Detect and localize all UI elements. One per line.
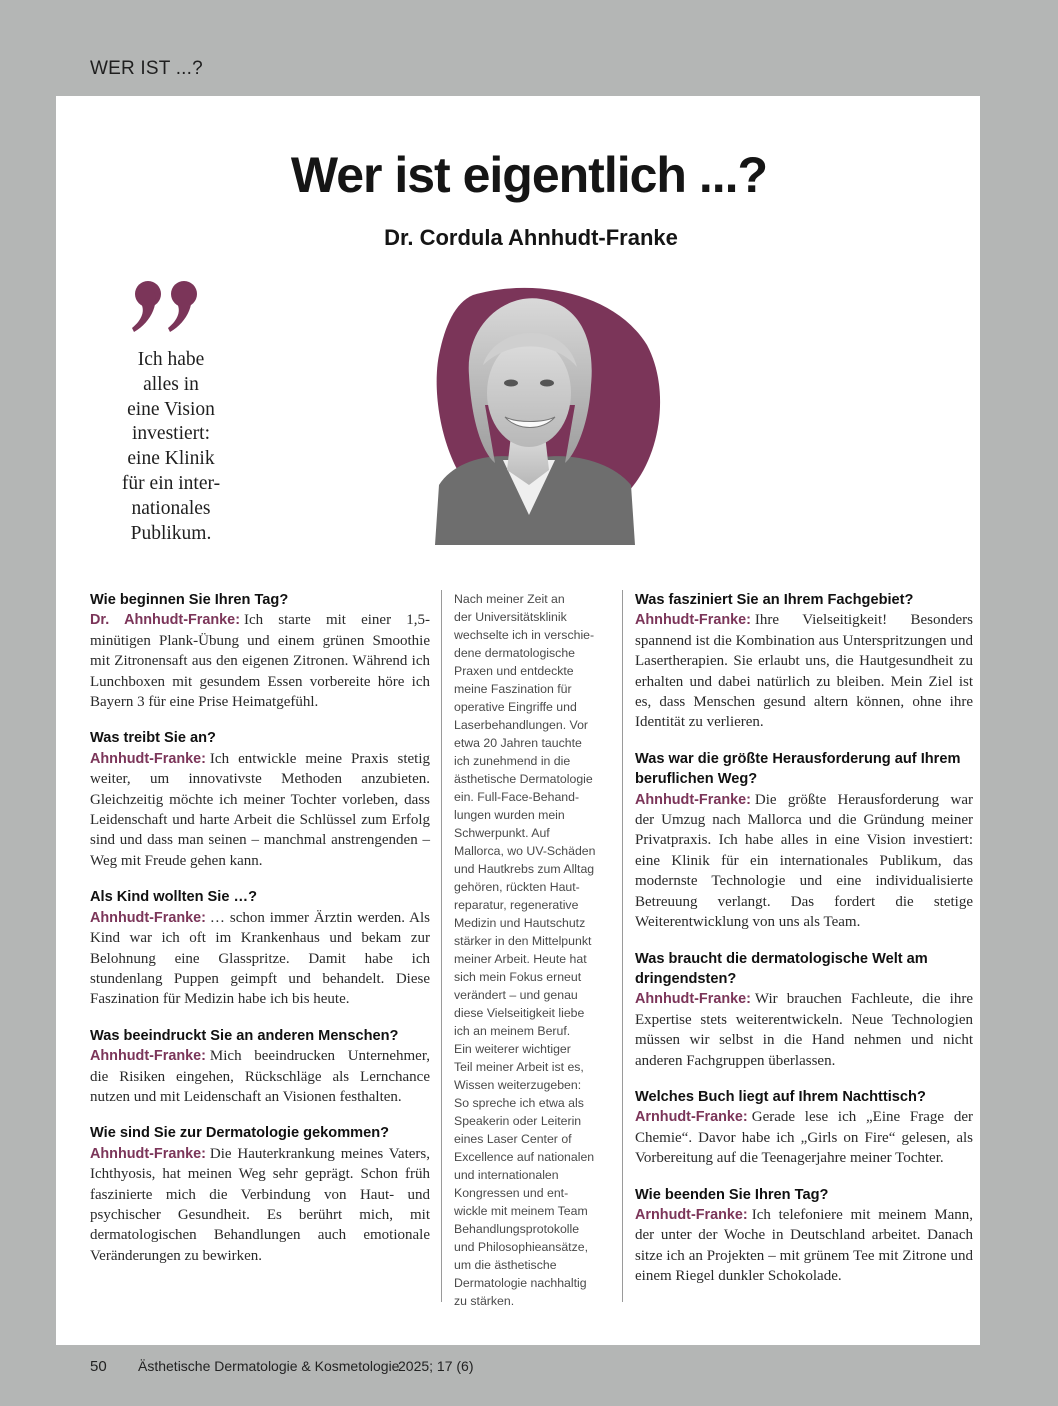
interview-question: Als Kind wollten Sie …? — [90, 889, 258, 906]
journal-name: Ästhetische Dermatologie & Kosmetologie — [138, 1358, 400, 1374]
interview-question: Wie beginnen Sie Ihren Tag? — [90, 592, 289, 608]
interview-question: Wie beenden Sie Ihren Tag? — [635, 1186, 829, 1203]
interview-answer: Ahnhudt-Franke: Ihre Vielseitigkeit! Besonders spannend ist die Kombination aus Unterspritzungen und Lasertherapien. Sie erlaubt uns, die Hautgesundheit zu erhalten und dabei natürlich zu bleiben. Mein Ziel ist es, dass Menschen gesund altern können, ohne ihre Identität zu verlieren. — [635, 612, 973, 731]
interview-question: Was treibt Sie an? — [90, 730, 216, 747]
qa-block — [635, 949, 973, 1071]
interview-answer: Arnhudt-Franke: Gerade lese ich „Eine Frage der Chemie“. Davor habe ich „Girls on Fire“ gelesen, als Vorbereitung auf die Teenagerjahre meiner Tochter. — [635, 1109, 973, 1167]
article-subtitle: Dr. Cordula Ahnhudt-Franke — [384, 225, 678, 250]
column-divider-right — [622, 590, 623, 1302]
speaker-label: Ahnhudt-Franke: — [90, 1048, 206, 1065]
interview-question: Was braucht die dermatologische Welt am dringendsten? — [635, 950, 928, 987]
interview-column-left — [90, 590, 430, 1282]
qa-block — [635, 590, 973, 733]
interview-answer: Ahnhudt-Franke: … schon immer Ärztin werden. Als Kind war ich oft im Krankenhaus und bekam zur Belohnung eine Glasspritze. Damit habe ich stundenlang Puppen geimpft und behandelt. Diese Faszination für Medizin habe ich bis heute. — [90, 909, 430, 1008]
column-divider-left — [441, 590, 442, 1302]
speaker-label: Ahnhudt-Franke: — [90, 1145, 206, 1162]
speaker-label: Ahnhudt-Franke: — [635, 791, 751, 808]
qa-block — [90, 728, 430, 871]
speaker-label: Ahnhudt-Franke: — [90, 909, 206, 926]
portrait-photo — [425, 285, 661, 545]
speaker-label: Ahnhudt-Franke: — [90, 750, 206, 767]
qa-block — [635, 1185, 973, 1287]
sidebar-text-column — [454, 590, 609, 1310]
interview-answer: Ahnhudt-Franke: Ich entwickle meine Praxis stetig weiter, um innovativste Methoden anzubieten. Gleichzeitig möchte ich meiner Tochter vorleben, dass Leidenschaft und harte Arbeit die Schlüssel zum Erfolg sind und dass man seinen – manchmal anstrengenden – Weg mit Freude gehen kann. — [90, 750, 430, 869]
interview-question: Was war die größte Herausforderung auf Ihrem beruflichen Weg? — [635, 750, 961, 788]
interview-question: Welches Buch liegt auf Ihrem Nachttisch? — [635, 1088, 926, 1105]
interview-question: Was beeindruckt Sie an anderen Menschen? — [90, 1027, 399, 1044]
speaker-label: Arnhudt-Franke: — [635, 1109, 748, 1126]
qa-block — [635, 749, 973, 933]
speaker-label: Ahnhudt-Franke: — [635, 612, 751, 629]
article-title: Wer ist eigentlich ...? — [290, 147, 768, 203]
interview-answer: Ahnhudt-Franke: Die Hauterkrankung meines Vaters, Ichthyosis, hat meinen Weg sehr geprägt. Schon früh faszinierte mich die Verbindung von Haut- und psychischer Gesundheit. Es berührt mich, mit dermatologischen Behandlungen auch emotionale Veränderungen zu bewirken. — [90, 1145, 430, 1264]
interview-column-right — [635, 590, 973, 1303]
speaker-label: Arnhudt-Franke: — [635, 1206, 748, 1223]
interview-answer: Dr. Ahnhudt-Franke: Ich starte mit einer 1,5-minütigen Plank-Übung und einem grünen Smoothie mit Zitronensaft aus den eigenen Zitronen. Während ich Lunchboxen mit gesundem Essen vorbereite höre ich Bayern 3 für eine Prise Heimatgefühl. — [90, 612, 430, 711]
qa-block — [635, 1087, 973, 1169]
page-number: 50 — [90, 1358, 107, 1375]
quote-mark-icon — [128, 268, 208, 338]
section-label: WER IST ...? — [90, 58, 203, 79]
interview-answer: Ahnhudt-Franke: Die größte Herausforderung war der Umzug nach Mallorca und die Gründung meiner Privatpraxis. Ich habe alles in eine Vision investiert: eine Klinik für ein internationales Publikum, das modernste Technologie und eine individualisierte Betreuung verlangt. Das fordert die stetige Weiterentwicklung von uns als Team. — [635, 791, 973, 931]
pull-quote: Ich habe alles in eine Vision investiert: eine Klinik für ein inter- nationales Publikum. — [121, 349, 221, 544]
interview-answer: Ahnhudt-Franke: Mich beeindrucken Unternehmer, die Risiken eingehen, Rückschläge als Lernchance nutzen und mit Leidenschaft an Visionen festhalten. — [90, 1048, 430, 1105]
qa-block — [90, 887, 430, 1009]
interview-question: Wie sind Sie zur Dermatologie gekommen? — [90, 1125, 390, 1142]
qa-block — [90, 1123, 430, 1266]
qa-block — [90, 1026, 430, 1108]
interview-answer: Ahnhudt-Franke: Wir brauchen Fachleute, die ihre Expertise stets weiterentwickeln. Neue Technologien müssen wir selbst in die Hand nehmen und nicht anderen Fachgruppen überlassen. — [635, 991, 973, 1069]
qa-block — [90, 590, 430, 712]
speaker-label: Ahnhudt-Franke: — [635, 991, 751, 1008]
sidebar-text: Nach meiner Zeit an der Universitätsklinik wechselte ich in verschie- dene dermatologische Praxen und entdeckte meine Faszination für operative Eingriffe und Laserbehandlungen. Vor etwa 20 Jahren tauchte ich zunehmend in die ästhetische Dermatologie ein. Full-Face-Behand- lungen wurden mein Schwerpunkt. Auf Mallorca, wo UV-Schäden und Hautkrebs zum Alltag gehören, rückten Haut- reparatur, regenerative Medizin und Hautschutz stärker in den Mittelpunkt meiner Arbeit. Heute hat sich mein Fokus erneut verändert – und genau diese Vielseitigkeit liebe ich an meinem Beruf. Ein weiterer wichtiger Teil meiner Arbeit ist es, Wissen weiterzugeben: So spreche ich etwa als Speakerin oder Leiterin eines Laser Center of Excellence auf nationalen und internationalen Kongressen und ent- wickle mit meinem Team Behandlungsprotokolle und Philosophieansätze, um die ästhetische Dermatologie nachhaltig zu stärken. — [454, 592, 596, 1308]
issue-info: 2025; 17 (6) — [398, 1358, 474, 1374]
speaker-label: Dr. Ahnhudt-Franke: — [90, 612, 240, 629]
interview-answer: Arnhudt-Franke: Ich telefoniere mit meinem Mann, der unter der Woche in Deutschland arbeitet. Danach sitze ich an Projekten – mit grünem Tee mit Zitrone und einem Riegel dunkler Schokolade. — [635, 1206, 973, 1285]
interview-question: Was fasziniert Sie an Ihrem Fachgebiet? — [635, 592, 914, 608]
